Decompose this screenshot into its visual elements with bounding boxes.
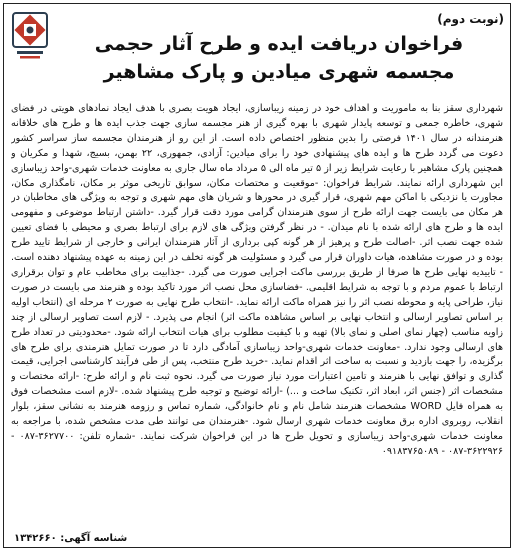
- title-line-1: فراخوان دریافت ایده و طرح آثار حجمی: [94, 33, 464, 55]
- round-label: (نوبت دوم): [437, 12, 504, 26]
- municipality-logo-icon: [10, 10, 50, 62]
- ad-body-text: شهرداری سقز بنا به ماموریت و اهداف خود در زمینه زیباسازی، ایجاد هویت بصری با هدف ایجاد نمادهای هویتی در فضای شهری، خاطره جمعی و توسعه پایدار شهری با بهره گیری از هنر مجسمه سازی جهت جذب ایده ها و طرح های خلاقانه هنرمندانه در سال ۱۴۰۱ فرصتی را بدین منظور اختصاص داده است. از این رو از هنرمندان مجسمه ساز سراسر کشور دعوت می گردد طرح ها و ایده های پیشنهادی خود را برای میادین: آزادی، جمهوری، ۲۲ بهمن، بسیج، شهدا و مکریان و همچنین پارک مشاهیر با رعایت شرایط زیر از ۵ تیر ماه الی ۵ مرداد ماه سال جاری به معاونت خدمات شهری-واحد زیباسازی این شهرداری ارائه نمایند. شرایط فراخوان: -موقعیت و مختصات مکان، سوابق تاریخی موثر بر مکان، نامگذاری مکان، مجاورت یا نزدیکی با اماکن مهم شهری، قرار گیری در محورها و شریان های مهم شهری و توجه به ویژگی های مخاطبان در هر مکان می بایست جهت ارائه طرح از سوی هنرمندان گرامی مورد دقت قرار گیرد. -داشتن ارتباط موضوعی و مفهومی ایده ها و طرح های ارائه شده با نام میدان. - در نظر گرفتن ویژگی های لازم برای ارتباط بصری و محیطی با فضای تعیین شده جهت نصب اثر. -اصالت طرح و پرهیز از هر گونه کپی برداری از آثار هنرمندان ایرانی و خارجی از شرایط تایید طرح بوده و در صورت مشاهده، هیات داوران قرار می گیرد و مسئولیت هر گونه تخلف در این زمینه به عهده پیشنهاد دهنده است. - تاییدیه نهایی طرح ها صرفا از طریق بررسی ماکت اجرایی صورت می گیرد. -جذابیت برای مخاطب عام و توان برقراری ارتباط با عموم مردم و با توجه به شرایط اقلیمی. -فضاسازی محل نصب اثر مورد تاکید بوده و هنرمند می بایست در صورت نیاز، طراحی پایه و محوطه نصب اثر را نیز همراه ماکت ارائه نماید. -انتخاب طرح نهایی به صورت ۲ مرحله ای (انتخاب اولیه بر اساس تصاویر ارسالی و انتخاب نهایی بر اساس مشاهده ماکت اثر) انجام می پذیرد. - لازم است تصاویر ارسالی از چند زاویه مناسب (چهار نمای اصلی و نمای بالا) تهیه و با کیفیت مطلوب برای هیات انتخاب ارائه شود. -محدودیتی در تعداد طرح های ارسالی وجود ندارد. -معاونت خدمات شهری-واحد زیباسازی آمادگی دارد تا در صورت تمایل هنرمندی برای طرح های برگزیده، را جهت بازدید و نسبت به ساخت اثر اقدام نماید. -خرید طرح منتخب، پس از طی فرآیند کارشناسی اجرایی، قیمت گذاری و توافق نهایی با هنرمند و تامین اعتبارات مورد نیاز صورت می گیرد. نحوه ثبت نام و ارائه طرح: -ارائه مختصات و مشخصات اثر (جنس اثر، ابعاد اثر، تکنیک ساخت و ...) -ارائه توضیح و توجیه طرح پیشنهاد شده. -لازم است مشخصات فوق به همراه فایل WORD مشخصات هنرمند شامل نام و نام خانوادگی، شماره تماس و رزومه هنرمند به نشانی سقز، بلوار انقلاب، روبروی اداره برق معاونت خدمات شهری ارسال شود. -هنرمندان می توانند طی مدت مشخص شده، با مراجعه به معاونت خدمات شهری-واحد زیباسازی و تحویل طرح ها در این فراخوان شرکت نمایند. -شماره تلفن: ۳۶۲۷۷۰۰-۰۸۷ - ۳۶۲۲۹۲۶-۰۸۷ - ۰۹۱۸۳۷۶۵۰۸۹: [11, 103, 503, 457]
- ad-header: [54, 8, 504, 104]
- advertisement-frame: [3, 3, 511, 548]
- ad-id-label: شناسه آگهی:: [60, 533, 128, 544]
- ad-id: [14, 533, 127, 544]
- ad-id-value: ۱۳۴۲۶۶۰: [14, 533, 57, 544]
- title-line-2: مجسمه شهری میادین و پارک مشاهیر: [103, 61, 455, 83]
